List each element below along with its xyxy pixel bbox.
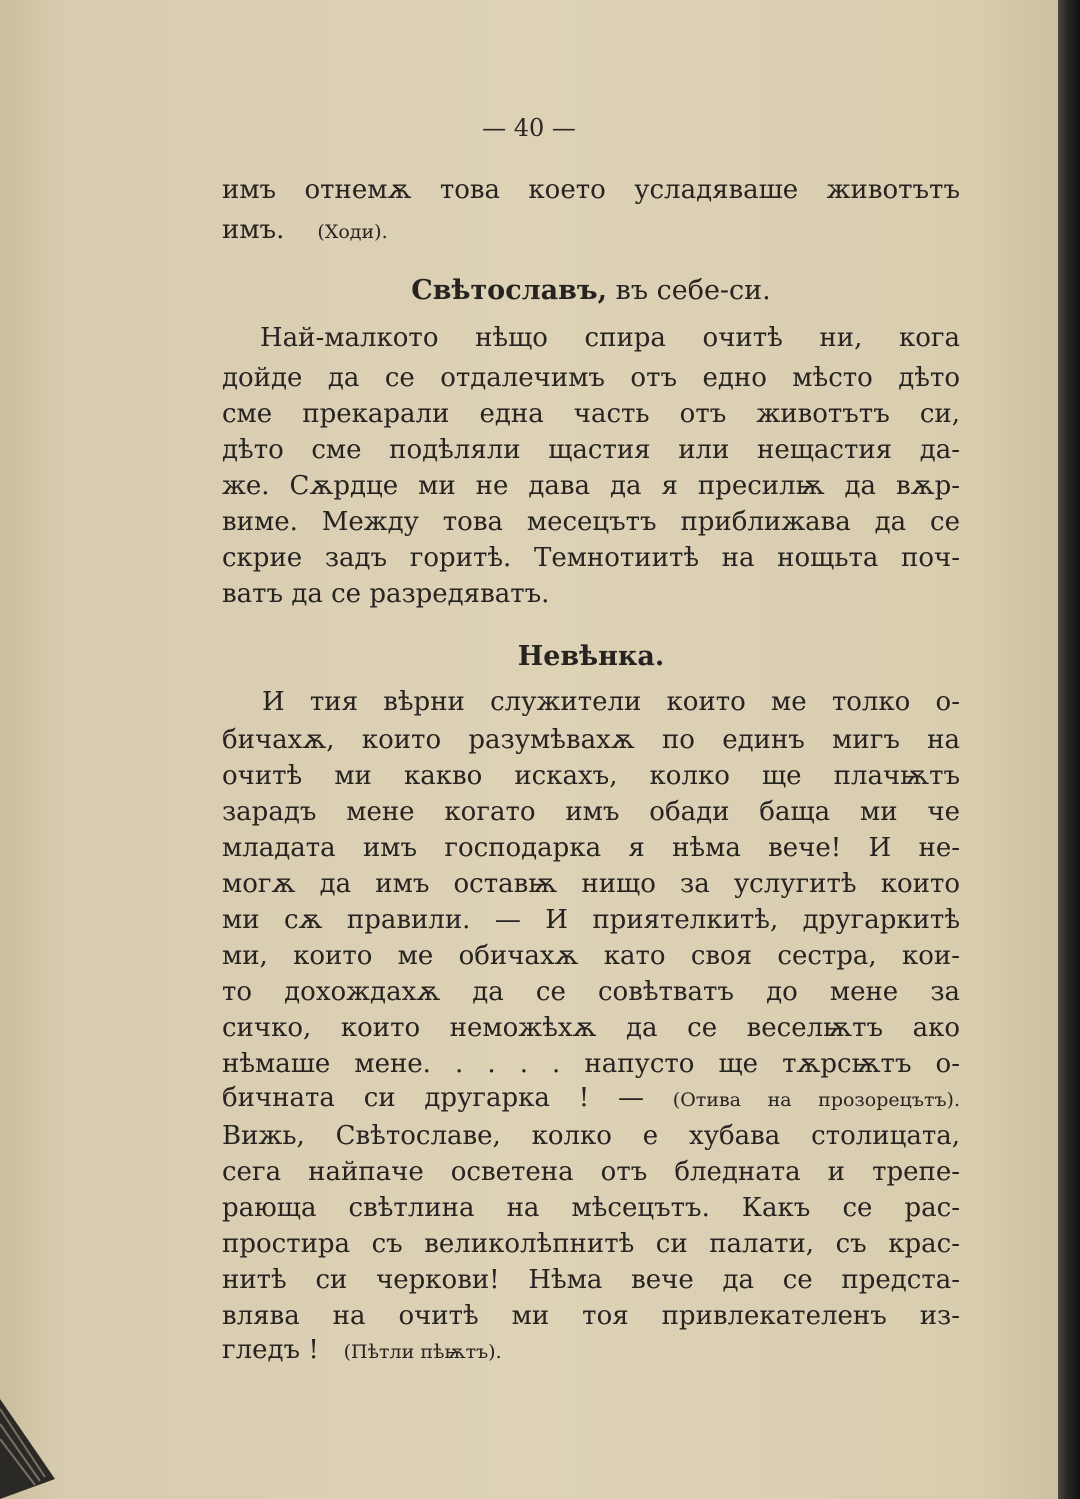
text-line: ватъ да се разредяватъ. bbox=[222, 579, 550, 609]
text-line: скрие задъ горитѣ. Темнотиитѣ на нощьта поч- bbox=[222, 543, 960, 573]
speaker-heading bbox=[222, 640, 960, 674]
page-number: — 40 — bbox=[482, 114, 576, 142]
text-line: дойде да се отдалечимъ отъ едно мѣсто дѣто bbox=[222, 363, 960, 393]
text-line: Вижь, Свѣтославе, колко е хубава столицата, bbox=[222, 1121, 960, 1151]
text-line: младата имъ господарка я нѣма вече! И не- bbox=[222, 833, 960, 863]
text-line: очитѣ ми какво искахъ, колко ще плачѭтъ bbox=[222, 761, 960, 791]
text-line: могѫ да имъ оставѭ нищо за услугитѣ които bbox=[222, 869, 960, 899]
text-line: бичахѫ, които разумѣвахѫ по единъ мигъ на bbox=[222, 725, 960, 755]
line-word: имъ. bbox=[222, 215, 285, 245]
text-line: то дохождахѫ да се совѣтватъ до мене за bbox=[222, 977, 960, 1007]
text-line: нитѣ си черкови! Нѣма вече да се предста- bbox=[222, 1265, 960, 1295]
text-line: влява на очитѣ ми тоя привлекателенъ из- bbox=[222, 1301, 960, 1331]
line-text: бичната си другарка ! — bbox=[222, 1083, 644, 1113]
text-line: имъ отнемѫ това което усладяваше животътъ bbox=[222, 175, 960, 205]
text-line: сичко, които неможѣхѫ да се веселѭтъ ако bbox=[222, 1013, 960, 1043]
line-text: гледъ ! bbox=[222, 1335, 319, 1365]
stage-direction: (Ходи). bbox=[317, 221, 388, 243]
text-line: простира съ великолѣпнитѣ си палати, съ крас- bbox=[222, 1229, 960, 1259]
speaker-name: Свѣтославъ, bbox=[411, 275, 608, 306]
text-line: зарадъ мене когато имъ обади баща ми че bbox=[222, 797, 960, 827]
text-line: И тия вѣрни служители които ме толко о- bbox=[262, 687, 960, 717]
speaker-name: Невѣнка. bbox=[517, 641, 665, 672]
text-line: рающа свѣтлина на мѣсецътъ. Какъ се рас- bbox=[222, 1193, 960, 1223]
stage-direction: (Отива на прозорецътъ). bbox=[672, 1089, 960, 1111]
text-line: же. Сѫрдце ми не дава да я пресилѭ да вѫр- bbox=[222, 471, 960, 501]
text-line bbox=[222, 214, 960, 248]
speaker-direction: въ себе-си. bbox=[615, 275, 771, 306]
book-edge bbox=[1058, 0, 1080, 1499]
text-line bbox=[222, 1082, 960, 1116]
speaker-heading bbox=[222, 274, 960, 308]
text-line: Най-малкото нѣщо спира очитѣ ни, кога bbox=[260, 323, 960, 353]
text-line: сега найпаче осветена отъ бледната и трепе- bbox=[222, 1157, 960, 1187]
text-line: нѣмаше мене. . . . . напусто ще тѫрсѭтъ о- bbox=[222, 1049, 960, 1079]
text-line: сме прекарали една часть отъ животътъ си, bbox=[222, 399, 960, 429]
stage-direction: (Пѣтли пѣѭтъ). bbox=[343, 1341, 502, 1363]
page-corner-fold bbox=[0, 1369, 110, 1499]
text-line bbox=[222, 1334, 960, 1368]
text-line: ми, които ме обичахѫ като своя сестра, кои- bbox=[222, 941, 960, 971]
text-line: ми сѫ правили. — И приятелкитѣ, другаркитѣ bbox=[222, 905, 960, 935]
text-line: дѣто сме подѣляли щастия или нещастия да- bbox=[222, 435, 960, 465]
text-line: виме. Между това месецътъ приближава да се bbox=[222, 507, 960, 537]
